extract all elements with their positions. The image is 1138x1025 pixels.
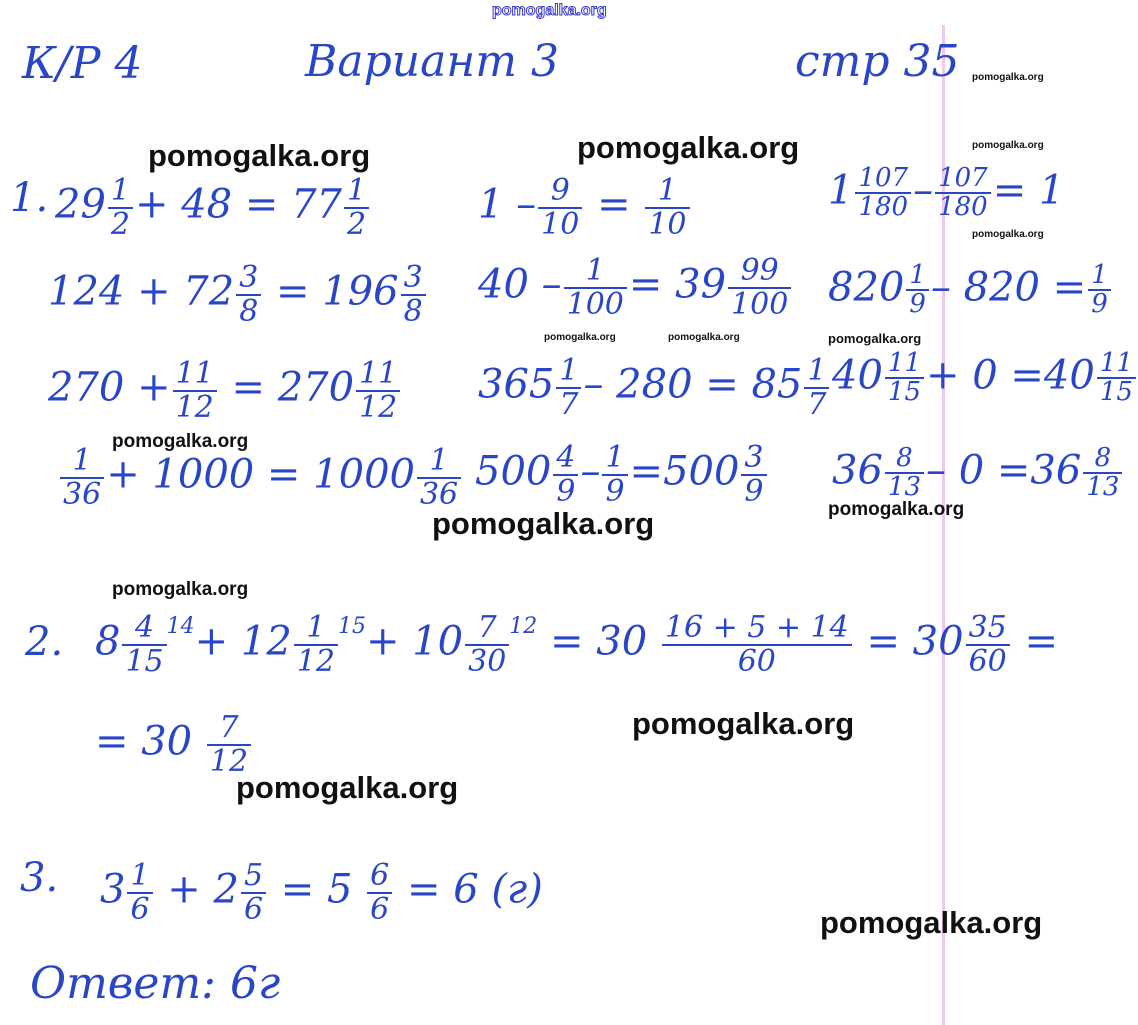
header-middle: Вариант 3 xyxy=(305,36,559,87)
t1-c1-r2: 124 + 72 $\frac{3}{8}$ = 196 $\frac{3}{8}$ xyxy=(48,262,428,327)
top-watermark: pomogalka.org xyxy=(492,2,607,19)
header-right: стр 35 xyxy=(795,36,960,87)
task3-number: 3. xyxy=(20,855,59,901)
watermark: pomogalka.org xyxy=(577,130,800,165)
t1-c1-r1: 29 $\frac{1}{2}$ + 48 = 77 $\frac{1}{2}$ xyxy=(55,175,371,240)
watermark: pomogalka.org xyxy=(112,431,249,452)
header-left: К/Р 4 xyxy=(22,38,143,89)
watermark: pomogalka.org xyxy=(668,332,740,343)
watermark: pomogalka.org xyxy=(820,905,1043,940)
task2-line2: = 30 $\frac{7}{12}$ xyxy=(95,712,253,777)
task2-line1: 8 $\frac{4}{15}$ $^{14}$+ 12 $\frac{1}{12}$ $^{15}$+ 10 $\frac{7}{30}$ $^{12}$ = 30 $\frac{16 + 5 + 14}{60}$ = 30 $\frac{35}{60}$ = xyxy=(95,610,1059,679)
watermark: pomogalka.org xyxy=(972,229,1044,240)
task3-line: 3 $\frac{1}{6}$ + 2 $\frac{5}{6}$ = 5 $\frac{6}{6}$ = 6 (г) xyxy=(100,858,543,927)
answer-line: Ответ: 6г xyxy=(30,958,281,1009)
task2-number: 2. xyxy=(25,619,64,665)
t1-c3-r3: 40 $\frac{11}{15}$ + 0 =40 $\frac{11}{15}$ xyxy=(832,350,1138,407)
watermark: pomogalka.org xyxy=(972,72,1044,83)
t1-c1-r3: 270 + $\frac{11}{12}$ = 270 $\frac{11}{12}$ xyxy=(48,358,402,423)
t1-c2-r4: 500 $\frac{4}{9}$ – $\frac{1}{9}$ =500 $\frac{3}{9}$ xyxy=(475,442,769,507)
t1-c1-r4: $\frac{1}{36}$ + 1000 = 1000 $\frac{1}{36}$ xyxy=(58,445,463,510)
t1-c2-r1: 1 – $\frac{9}{10}$ = $\frac{1}{10}$ xyxy=(478,175,692,240)
watermark: pomogalka.org xyxy=(828,499,965,520)
watermark: pomogalka.org xyxy=(112,579,249,600)
watermark: pomogalka.org xyxy=(972,140,1044,151)
watermark: pomogalka.org xyxy=(544,332,616,343)
watermark: pomogalka.org xyxy=(828,331,922,346)
t1-c3-r4: 36 $\frac{8}{13}$ – 0 =36 $\frac{8}{13}$ xyxy=(832,445,1124,502)
t1-c3-r1: 1 $\frac{107}{180}$ – $\frac{107}{180}$ = 1 xyxy=(828,163,1065,223)
watermark: pomogalka.org xyxy=(236,770,459,805)
watermark: pomogalka.org xyxy=(432,506,655,541)
t1-c3-r2: 820 $\frac{1}{9}$ – 820 = $\frac{1}{9}$ xyxy=(828,262,1113,319)
t1-c2-r3: 365 $\frac{1}{7}$ – 280 = 85 $\frac{1}{7}$ xyxy=(478,355,831,420)
task1-number: 1. xyxy=(10,175,49,221)
t1-c2-r2: 40 – $\frac{1}{100}$ = 39 $\frac{99}{100}$ xyxy=(478,255,793,320)
watermark: pomogalka.org xyxy=(148,138,371,173)
watermark: pomogalka.org xyxy=(632,706,855,741)
